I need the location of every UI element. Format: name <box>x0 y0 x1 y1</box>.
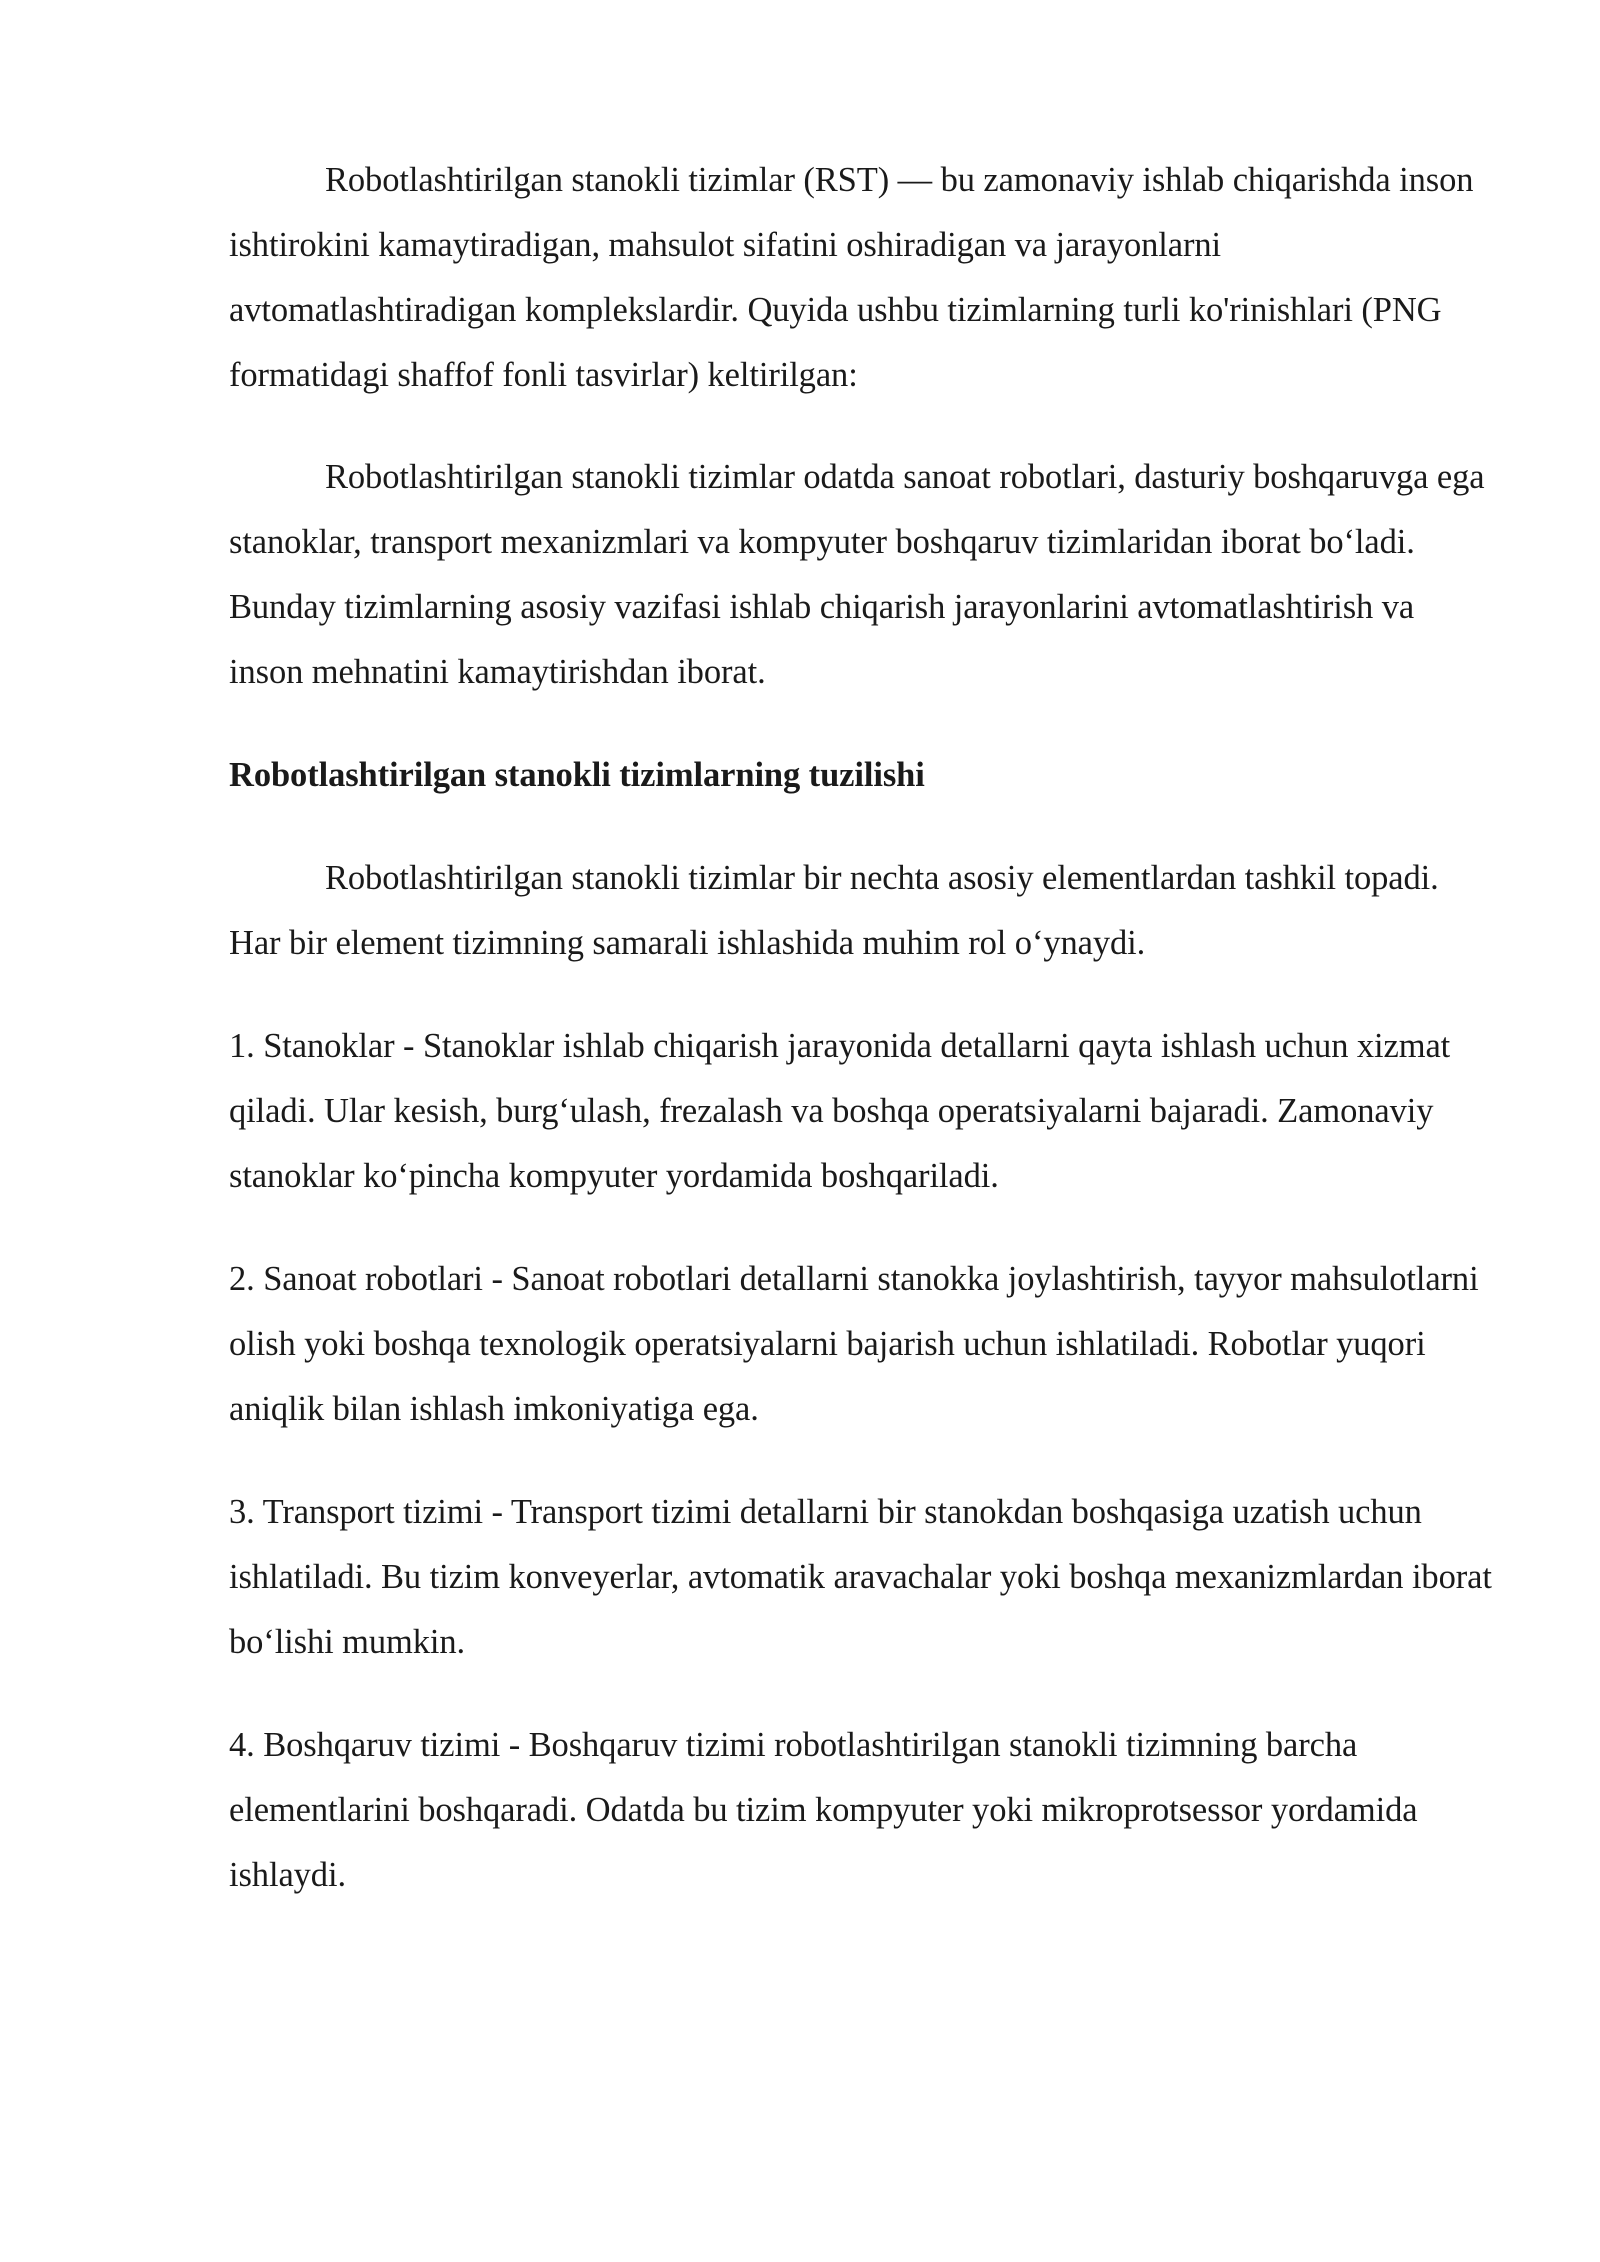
list-item-sanoat-robotlari: 2. Sanoat robotlari - Sanoat robotlari detallarni stanokka joylashtirish, tayyor mahsulotlarni olish yoki boshqa texnologik operatsiyalarni bajarish uchun ishlatiladi. Robotlar yuqori aniqlik bilan ishlash imkoniyatiga ega. <box>229 1260 1479 1428</box>
paragraph-intro-rst: Robotlashtirilgan stanokli tizimlar (RST) — bu zamonaviy ishlab chiqarishda inson ishtirokini kamaytiradigan, mahsulot sifatini oshiradigan va jarayonlarni avtomatlashtiradigan komplekslardir. Quyida ushbu tizimlarning turli ko'rinishlari (PNG formatidagi shaffof fonli tasvirlar) keltirilgan: <box>229 161 1474 394</box>
document-body <box>229 148 1494 1908</box>
paragraph-system-components: Robotlashtirilgan stanokli tizimlar odatda sanoat robotlari, dasturiy boshqaruvga ega stanoklar, transport mexanizmlari va kompyuter boshqaruv tizimlaridan iborat bo‘ladi. Bunday tizimlarning asosiy vazifasi ishlab chiqarish jarayonlarini avtomatlashtirish va inson mehnatini kamaytirishdan iborat. <box>229 458 1485 691</box>
list-item-transport-tizimi: 3. Transport tizimi - Transport tizimi detallarni bir stanokdan boshqasiga uzatish uchun ishlatiladi. Bu tizim konveyerlar, avtomatik aravachalar yoki boshqa mexanizmlardan iborat bo‘lishi mumkin. <box>229 1493 1492 1661</box>
paragraph-structure-intro: Robotlashtirilgan stanokli tizimlar bir nechta asosiy elementlardan tashkil topadi. Har bir element tizimning samarali ishlashida muhim rol o‘ynaydi. <box>229 859 1439 962</box>
section-heading: Robotlashtirilgan stanokli tizimlarning tuzilishi <box>229 756 925 794</box>
list-item-stanoklar: 1. Stanoklar - Stanoklar ishlab chiqarish jarayonida detallarni qayta ishlash uchun xizmat qiladi. Ular kesish, burg‘ulash, frezalash va boshqa operatsiyalarni bajaradi. Zamonaviy stanoklar ko‘pincha kompyuter yordamida boshqariladi. <box>229 1027 1451 1195</box>
list-item-boshqaruv-tizimi: 4. Boshqaruv tizimi - Boshqaruv tizimi robotlashtirilgan stanokli tizimning barcha elementlarini boshqaradi. Odatda bu tizim kompyuter yoki mikroprotsessor yordamida ishlaydi. <box>229 1726 1418 1894</box>
